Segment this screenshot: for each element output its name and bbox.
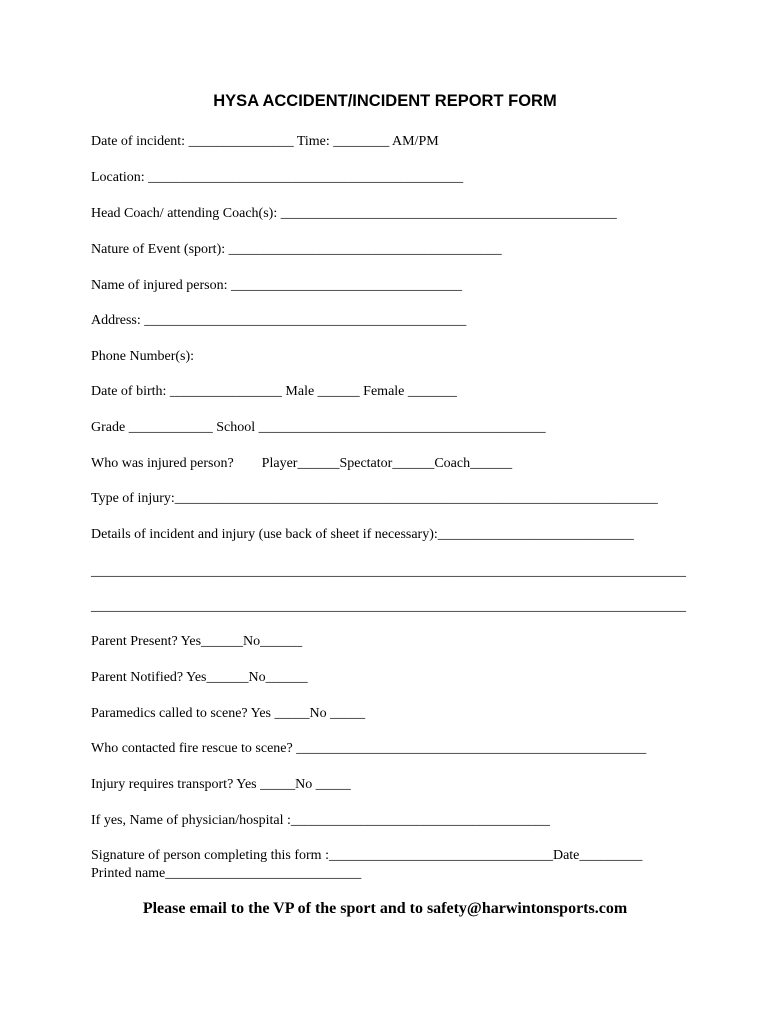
type-of-injury-field[interactable]: Type of injury:_____________________________________________________________________ — [91, 491, 658, 506]
physician-hospital-field[interactable]: If yes, Name of physician/hospital :_____________________________________ — [91, 813, 550, 828]
transport-required-field[interactable]: Injury requires transport? Yes _____No _____ — [91, 777, 351, 792]
injured-person-name-field[interactable]: Name of injured person: _________________________________ — [91, 278, 462, 293]
submission-instructions: Please email to the VP of the sport and to safety@harwintonsports.com — [142, 900, 628, 917]
date-of-birth-gender-field[interactable]: Date of birth: ________________ Male ______ Female _______ — [91, 384, 457, 399]
injured-person-role-field[interactable]: Who was injured person? Player______Spectator______Coach______ — [91, 456, 513, 471]
location-field[interactable]: Location: _____________________________________________ — [91, 170, 464, 185]
form-title: HYSA ACCIDENT/INCIDENT REPORT FORM — [213, 92, 557, 110]
date-of-incident-field[interactable]: Date of incident: _______________ Time: ________ AM/PM — [91, 134, 439, 149]
fire-rescue-contact-field[interactable]: Who contacted fire rescue to scene? __________________________________________________ — [91, 741, 647, 756]
grade-school-field[interactable]: Grade ____________ School _________________________________________ — [91, 420, 546, 435]
signature-date-field[interactable]: Signature of person completing this form :________________________________Date_________ — [91, 848, 643, 863]
incident-details-line[interactable]: _____________________________________________________________________________________ — [91, 599, 686, 614]
address-field[interactable]: Address: ______________________________________________ — [91, 313, 467, 328]
incident-details-field[interactable]: Details of incident and injury (use back of sheet if necessary):____________________________ — [91, 527, 634, 542]
head-coach-field[interactable]: Head Coach/ attending Coach(s): ________________________________________________ — [91, 206, 617, 221]
nature-of-event-field[interactable]: Nature of Event (sport): _______________________________________ — [91, 242, 502, 257]
printed-name-field[interactable]: Printed name____________________________ — [91, 866, 362, 881]
parent-notified-field[interactable]: Parent Notified? Yes______No______ — [91, 670, 308, 685]
phone-numbers-field[interactable]: Phone Number(s): — [91, 349, 195, 364]
incident-details-line[interactable]: _____________________________________________________________________________________ — [91, 564, 686, 579]
paramedics-called-field[interactable]: Paramedics called to scene? Yes _____No _____ — [91, 706, 366, 721]
parent-present-field[interactable]: Parent Present? Yes______No______ — [91, 634, 303, 649]
